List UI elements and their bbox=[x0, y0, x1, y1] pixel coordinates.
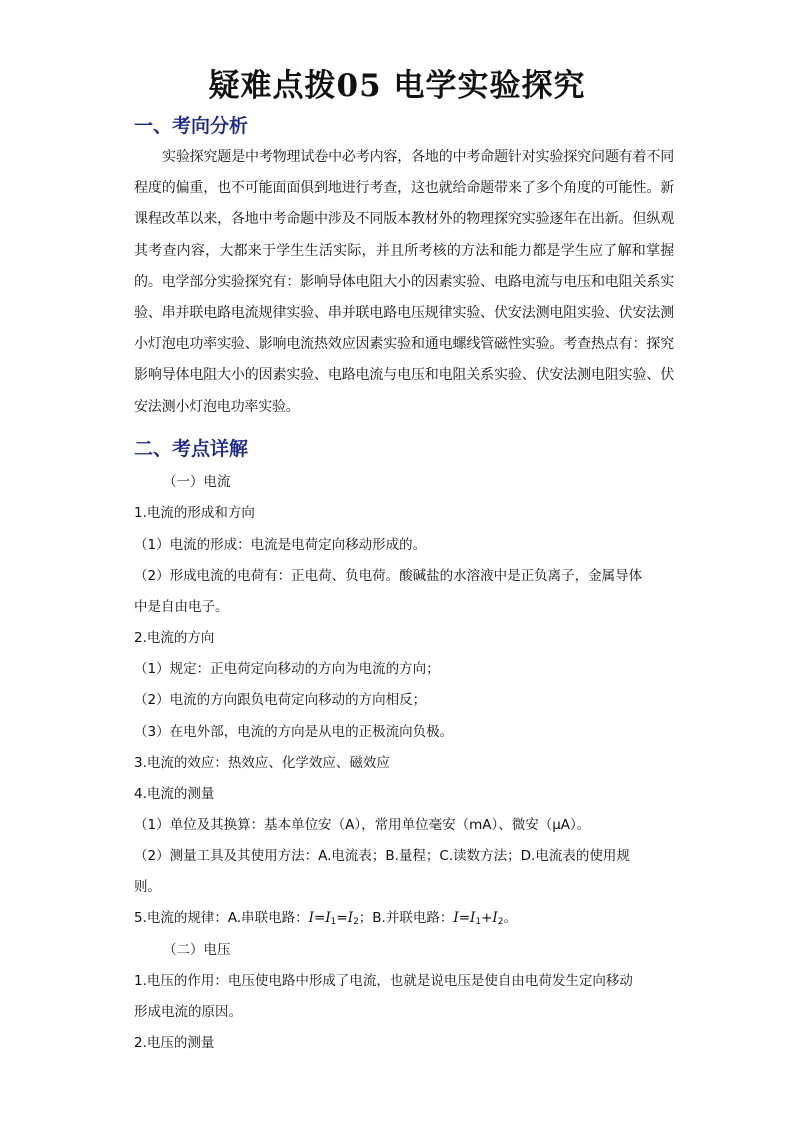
current-line-6: （1）规定：正电荷定向移动的方向为电流的方向； bbox=[134, 661, 440, 677]
current-law-mid: ；B.并联电路： bbox=[358, 910, 454, 926]
section-heading-details: 二、考点详解 bbox=[134, 438, 249, 460]
document-title: 疑难点拨05 电学实验探究 bbox=[208, 68, 586, 104]
subheading-current: （一）电流 bbox=[163, 474, 231, 490]
current-line-7: （2）电流的方向跟负电荷定向移动的方向相反； bbox=[134, 692, 427, 708]
current-line-13: 则。 bbox=[134, 879, 161, 895]
voltage-line-1: 1.电压的作用：电压使电路中形成了电流，也就是说电压是使自由电荷发生定向移动 bbox=[134, 973, 633, 989]
current-line-1: 1.电流的形成和方向 bbox=[134, 505, 255, 521]
current-line-2: （1）电流的形成：电流是电荷定向移动形成的。 bbox=[134, 537, 427, 553]
current-law-prefix: 5.电流的规律：A.串联电路： bbox=[134, 910, 309, 926]
current-line-4: 中是自由电子。 bbox=[134, 599, 229, 615]
current-line-9: 3.电流的效应：热效应、化学效应、磁效应 bbox=[134, 755, 390, 771]
current-line-10: 4.电流的测量 bbox=[134, 786, 215, 802]
current-line-5: 2.电流的方向 bbox=[134, 630, 215, 646]
subheading-voltage: （二）电压 bbox=[163, 942, 231, 958]
voltage-line-3: 2.电压的测量 bbox=[134, 1035, 215, 1051]
parallel-formula: $I=I_1+I_2$ bbox=[453, 910, 504, 927]
section-heading-analysis: 一、考向分析 bbox=[134, 115, 249, 137]
current-line-12: （2）测量工具及其使用方法：A.电流表；B.量程；C.读数方法；D.电流表的使用规 bbox=[134, 848, 630, 864]
current-line-8: （3）在电外部，电流的方向是从电的正极流向负极。 bbox=[134, 724, 454, 740]
voltage-line-2: 形成电流的原因。 bbox=[134, 1004, 242, 1020]
current-law-line bbox=[134, 908, 517, 932]
current-law-suffix: 。 bbox=[503, 910, 517, 926]
analysis-paragraph: 实验探究题是中考物理试卷中必考内容，各地的中考命题针对实验探究问题有着不同程度的偏重，也不可能面面俱到地进行考查，这也就给命题带来了多个角度的可能性。新课程改革以来，各地中考命题中涉及不同版本教材外的物理探究实验逐年在出新。但纵观其考查内容，大都来于学生生活实际，并且所考核的方法和能力都是学生应了解和掌握的。电学部分实验探究有：影响导体电阻大小的因素实验、电路电流与电压和电阻关系实验、串并联电路电流规律实验、串并联电路电压规律实验、伏安法测电阻实验、伏安法测小灯泡电功率实验、影响电流热效应因素实验和通电螺线管磁性实验。考查热点有：探究影响导体电阻大小的因素实验、电路电流与电压和电阻关系实验、伏安法测电阻实验、伏安法测小灯泡电功率实验。 bbox=[134, 149, 674, 415]
series-formula: $I=I_1=I_2$ bbox=[308, 910, 359, 927]
current-line-11: （1）单位及其换算：基本单位安（A），常用单位毫安（mA）、微安（μA）。 bbox=[134, 817, 591, 833]
current-line-3: （2）形成电流的电荷有：正电荷、负电荷。酸碱盐的水溶液中是正负离子，金属导体 bbox=[134, 568, 643, 584]
